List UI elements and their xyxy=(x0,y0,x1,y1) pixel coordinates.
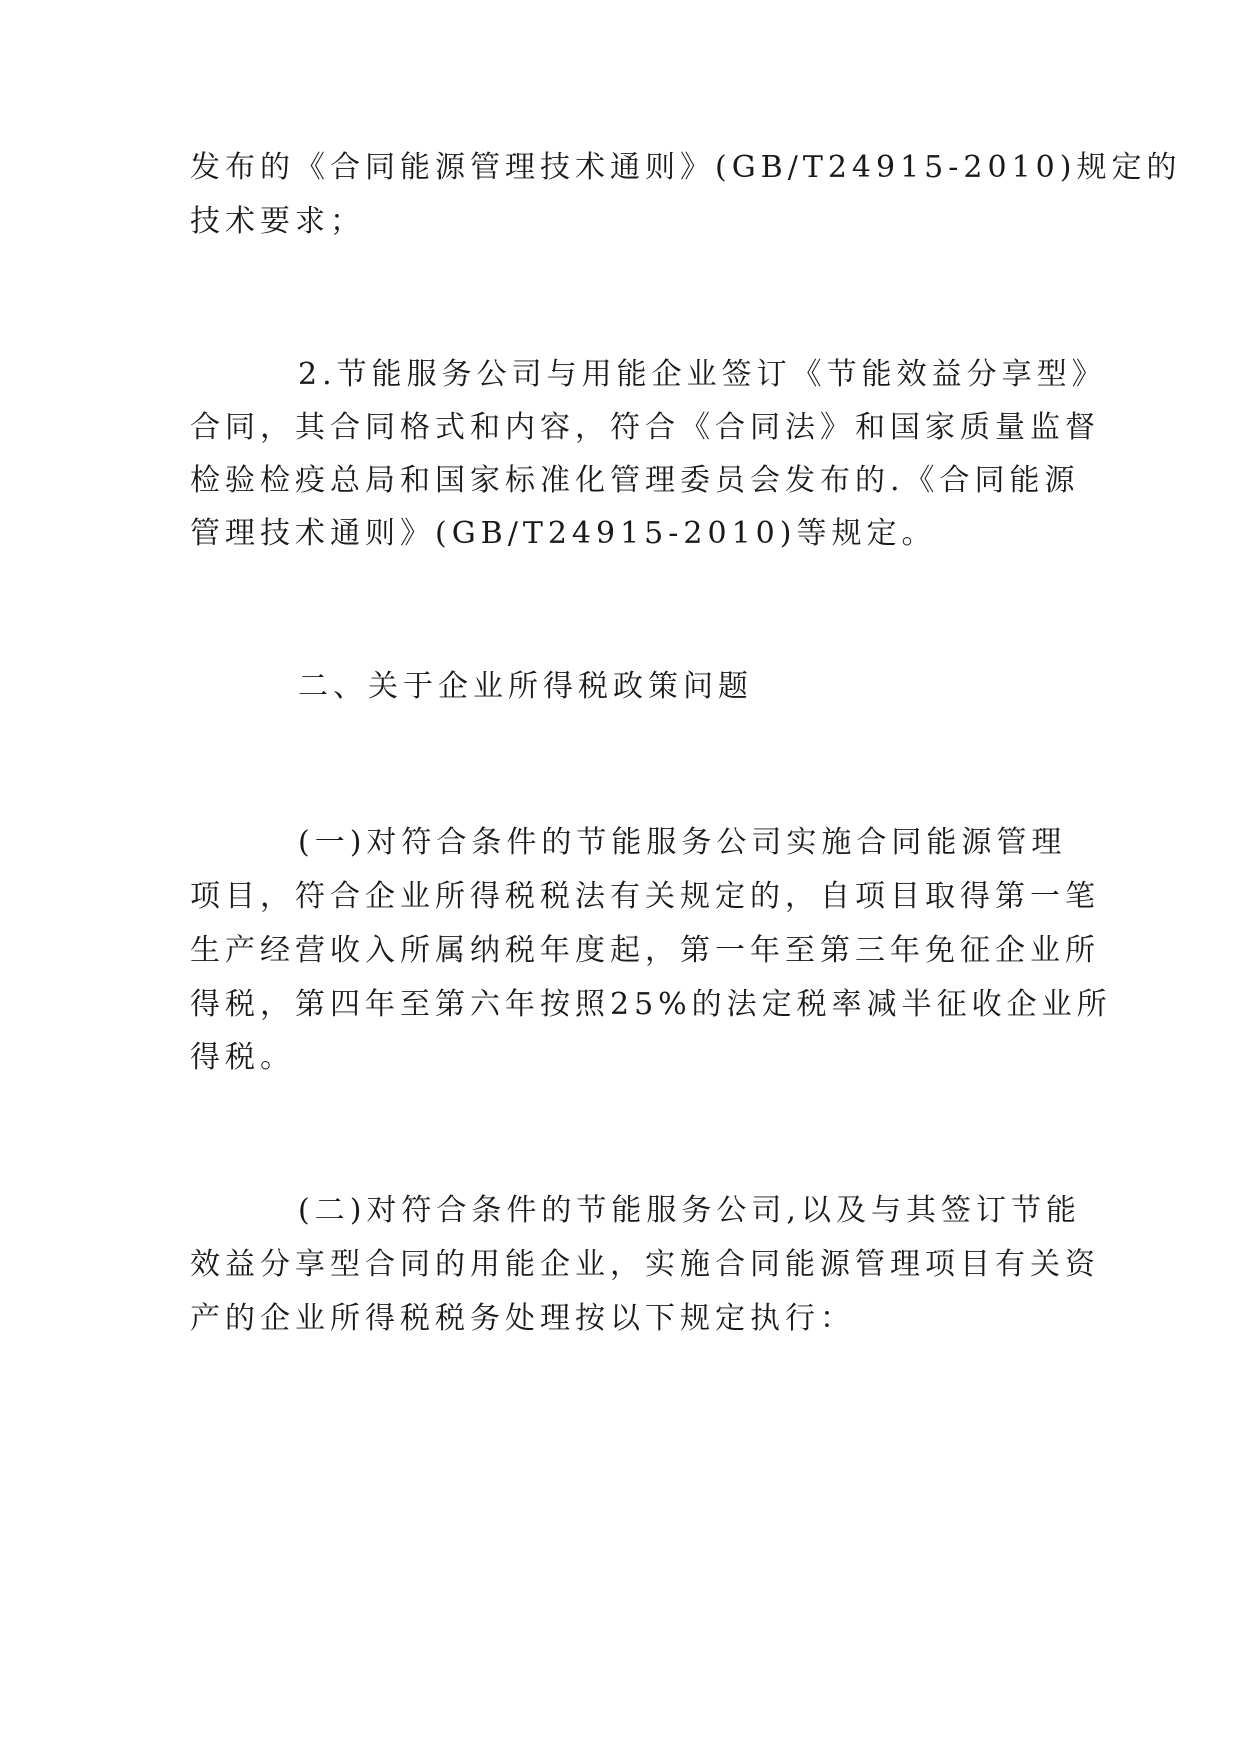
paragraph-line: 项目，符合企业所得税税法有关规定的，自项目取得第一笔 xyxy=(190,879,1100,914)
paragraph-line: (二)对符合条件的节能服务公司,以及与其签订节能 xyxy=(298,1193,1081,1228)
paragraph-line: 效益分享型合同的用能企业，实施合同能源管理项目有关资 xyxy=(190,1247,1100,1282)
paragraph-line: 得税，第四年至第六年按照25%的法定税率减半征收企业所 xyxy=(190,987,1112,1022)
paragraph-line: 检验检疫总局和国家标准化管理委员会发布的.《合同能源 xyxy=(190,463,1080,498)
paragraph-line: 管理技术通则》(GB/T24915-2010)等规定。 xyxy=(190,516,937,551)
paragraph-line: 生产经营收入所属纳税年度起，第一年至第三年免征企业所 xyxy=(190,933,1100,968)
paragraph-line: (一)对符合条件的节能服务公司实施合同能源管理 xyxy=(298,825,1067,860)
paragraph-line: 得税。 xyxy=(190,1040,295,1075)
paragraph-line: 产的企业所得税税务处理按以下规定执行： xyxy=(190,1301,855,1336)
paragraph-line: 合同，其合同格式和内容，符合《合同法》和国家质量监督 xyxy=(190,410,1100,445)
paragraph-line: 发布的《合同能源管理技术通则》(GB/T24915-2010)规定的 xyxy=(190,150,1182,185)
paragraph-line: 技术要求； xyxy=(190,204,365,239)
paragraph-line: 2.节能服务公司与用能企业签订《节能效益分享型》 xyxy=(298,357,1107,392)
section-heading: 二、关于企业所得税政策问题 xyxy=(298,669,753,704)
